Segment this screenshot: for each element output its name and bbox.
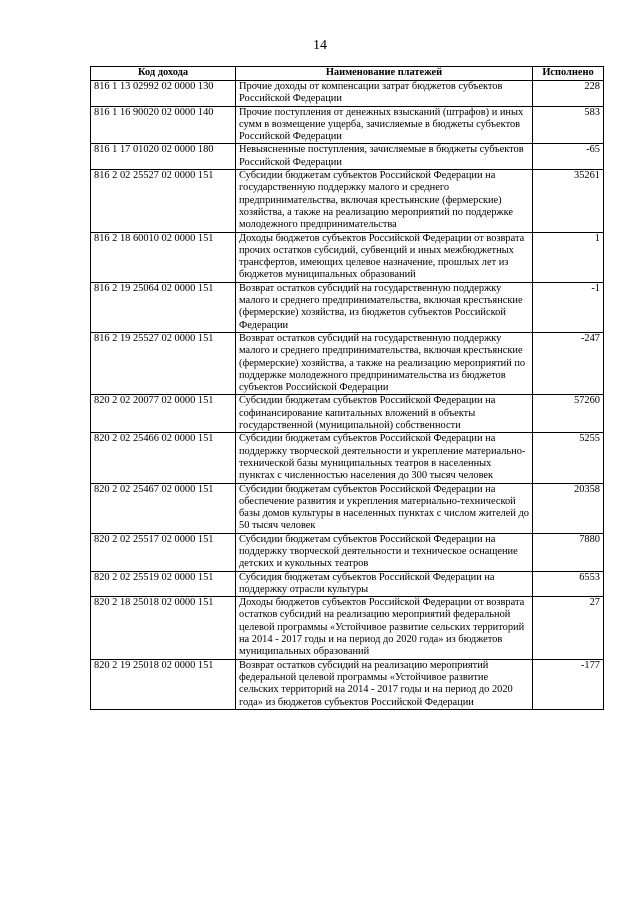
table-row [91,81,604,107]
row-amount: 6553 [533,571,604,597]
header-amount: Исполнено [533,67,604,81]
row-name: Прочие доходы от компенсации затрат бюджетов субъектов Российской Федерации [236,81,533,107]
row-code: 820 2 19 25018 02 0000 151 [91,659,236,709]
table-row [91,282,604,332]
row-name: Прочие поступления от денежных взысканий (штрафов) и иных сумм в возмещение ущерба, зачисляемые в бюджеты субъектов Российской Федерации [236,106,533,144]
row-amount: 27 [533,597,604,659]
row-code: 816 2 02 25527 02 0000 151 [91,170,236,232]
header-code: Код дохода [91,67,236,81]
row-name: Возврат остатков субсидий на государственную поддержку малого и среднего предпринимательства, включая крестьянские (фермерские) хозяйства, а также на реализацию мероприятий по поддержке молодежного предпринимательства из бюджетов субъектов Российской Федерации [236,332,533,394]
row-amount: 20358 [533,483,604,533]
row-name: Возврат остатков субсидий на реализацию мероприятий федеральной целевой программы «Устойчивое развитие сельских территорий на 2014 - 2017 годы и на период до 2020 года» из бюджетов субъектов Российской Федерации [236,659,533,709]
row-code: 820 2 02 25517 02 0000 151 [91,533,236,571]
table-row [91,483,604,533]
row-code: 820 2 18 25018 02 0000 151 [91,597,236,659]
row-code: 820 2 02 25519 02 0000 151 [91,571,236,597]
table-row [91,659,604,709]
row-name: Субсидии бюджетам субъектов Российской Федерации на софинансирование капитальных вложений в объекты государственной (муниципальной) собственности [236,395,533,433]
row-name: Доходы бюджетов субъектов Российской Федерации от возврата остатков субсидий на реализацию мероприятий федеральной целевой программы «Устойчивое развитие сельских территорий на 2014 - 2017 годы и на период до 2020 года» из бюджетов муниципальных образований [236,597,533,659]
row-name: Возврат остатков субсидий на государственную поддержку малого и среднего предпринимательства, включая крестьянские (фермерские) хозяйства, из бюджетов субъектов Российской Федерации [236,282,533,332]
table-row [91,533,604,571]
row-amount: -177 [533,659,604,709]
page-number: 14 [313,38,327,53]
table-body [91,81,604,710]
row-code: 816 2 19 25527 02 0000 151 [91,332,236,394]
row-amount: 35261 [533,170,604,232]
row-amount: 5255 [533,433,604,483]
table-row [91,144,604,170]
table-row [91,571,604,597]
row-amount: 1 [533,232,604,282]
row-name: Субсидии бюджетам субъектов Российской Федерации на поддержку творческой деятельности и укрепление материально-технической базы муниципальных театров в населенных пунктах с численностью населения до 300 тысяч человек [236,433,533,483]
table-row [91,232,604,282]
header-name: Наименование платежей [236,67,533,81]
table-row [91,106,604,144]
row-code: 816 2 19 25064 02 0000 151 [91,282,236,332]
row-code: 820 2 02 25467 02 0000 151 [91,483,236,533]
row-amount: 583 [533,106,604,144]
row-amount: 228 [533,81,604,107]
row-name: Субсидии бюджетам субъектов Российской Федерации на государственную поддержку малого и среднего предпринимательства, включая крестьянские (фермерские) хозяйства, а также на реализацию мероприятий по поддержке молодежного предпринимательства [236,170,533,232]
row-code: 816 1 17 01020 02 0000 180 [91,144,236,170]
row-amount: 57260 [533,395,604,433]
row-amount: -247 [533,332,604,394]
table-row [91,597,604,659]
row-amount: -65 [533,144,604,170]
row-code: 820 2 02 20077 02 0000 151 [91,395,236,433]
row-code: 820 2 02 25466 02 0000 151 [91,433,236,483]
table-header-row [91,67,604,81]
row-name: Невыясненные поступления, зачисляемые в бюджеты субъектов Российской Федерации [236,144,533,170]
table-row [91,395,604,433]
row-name: Субсидия бюджетам субъектов Российской Федерации на поддержку отрасли культуры [236,571,533,597]
table-row [91,170,604,232]
revenue-table [90,66,604,710]
table-row [91,433,604,483]
row-name: Доходы бюджетов субъектов Российской Федерации от возврата прочих остатков субсидий, субвенций и иных межбюджетных трансфертов, имеющих целевое назначение, прошлых лет из бюджетов муниципальных образований [236,232,533,282]
row-code: 816 2 18 60010 02 0000 151 [91,232,236,282]
row-amount: 7880 [533,533,604,571]
row-code: 816 1 13 02992 02 0000 130 [91,81,236,107]
table-row [91,332,604,394]
row-code: 816 1 16 90020 02 0000 140 [91,106,236,144]
row-amount: -1 [533,282,604,332]
row-name: Субсидии бюджетам субъектов Российской Федерации на обеспечение развития и укрепления материально-технической базы домов культуры в населенных пунктах с числом жителей до 50 тысяч человек [236,483,533,533]
row-name: Субсидии бюджетам субъектов Российской Федерации на поддержку творческой деятельности и техническое оснащение детских и кукольных театров [236,533,533,571]
